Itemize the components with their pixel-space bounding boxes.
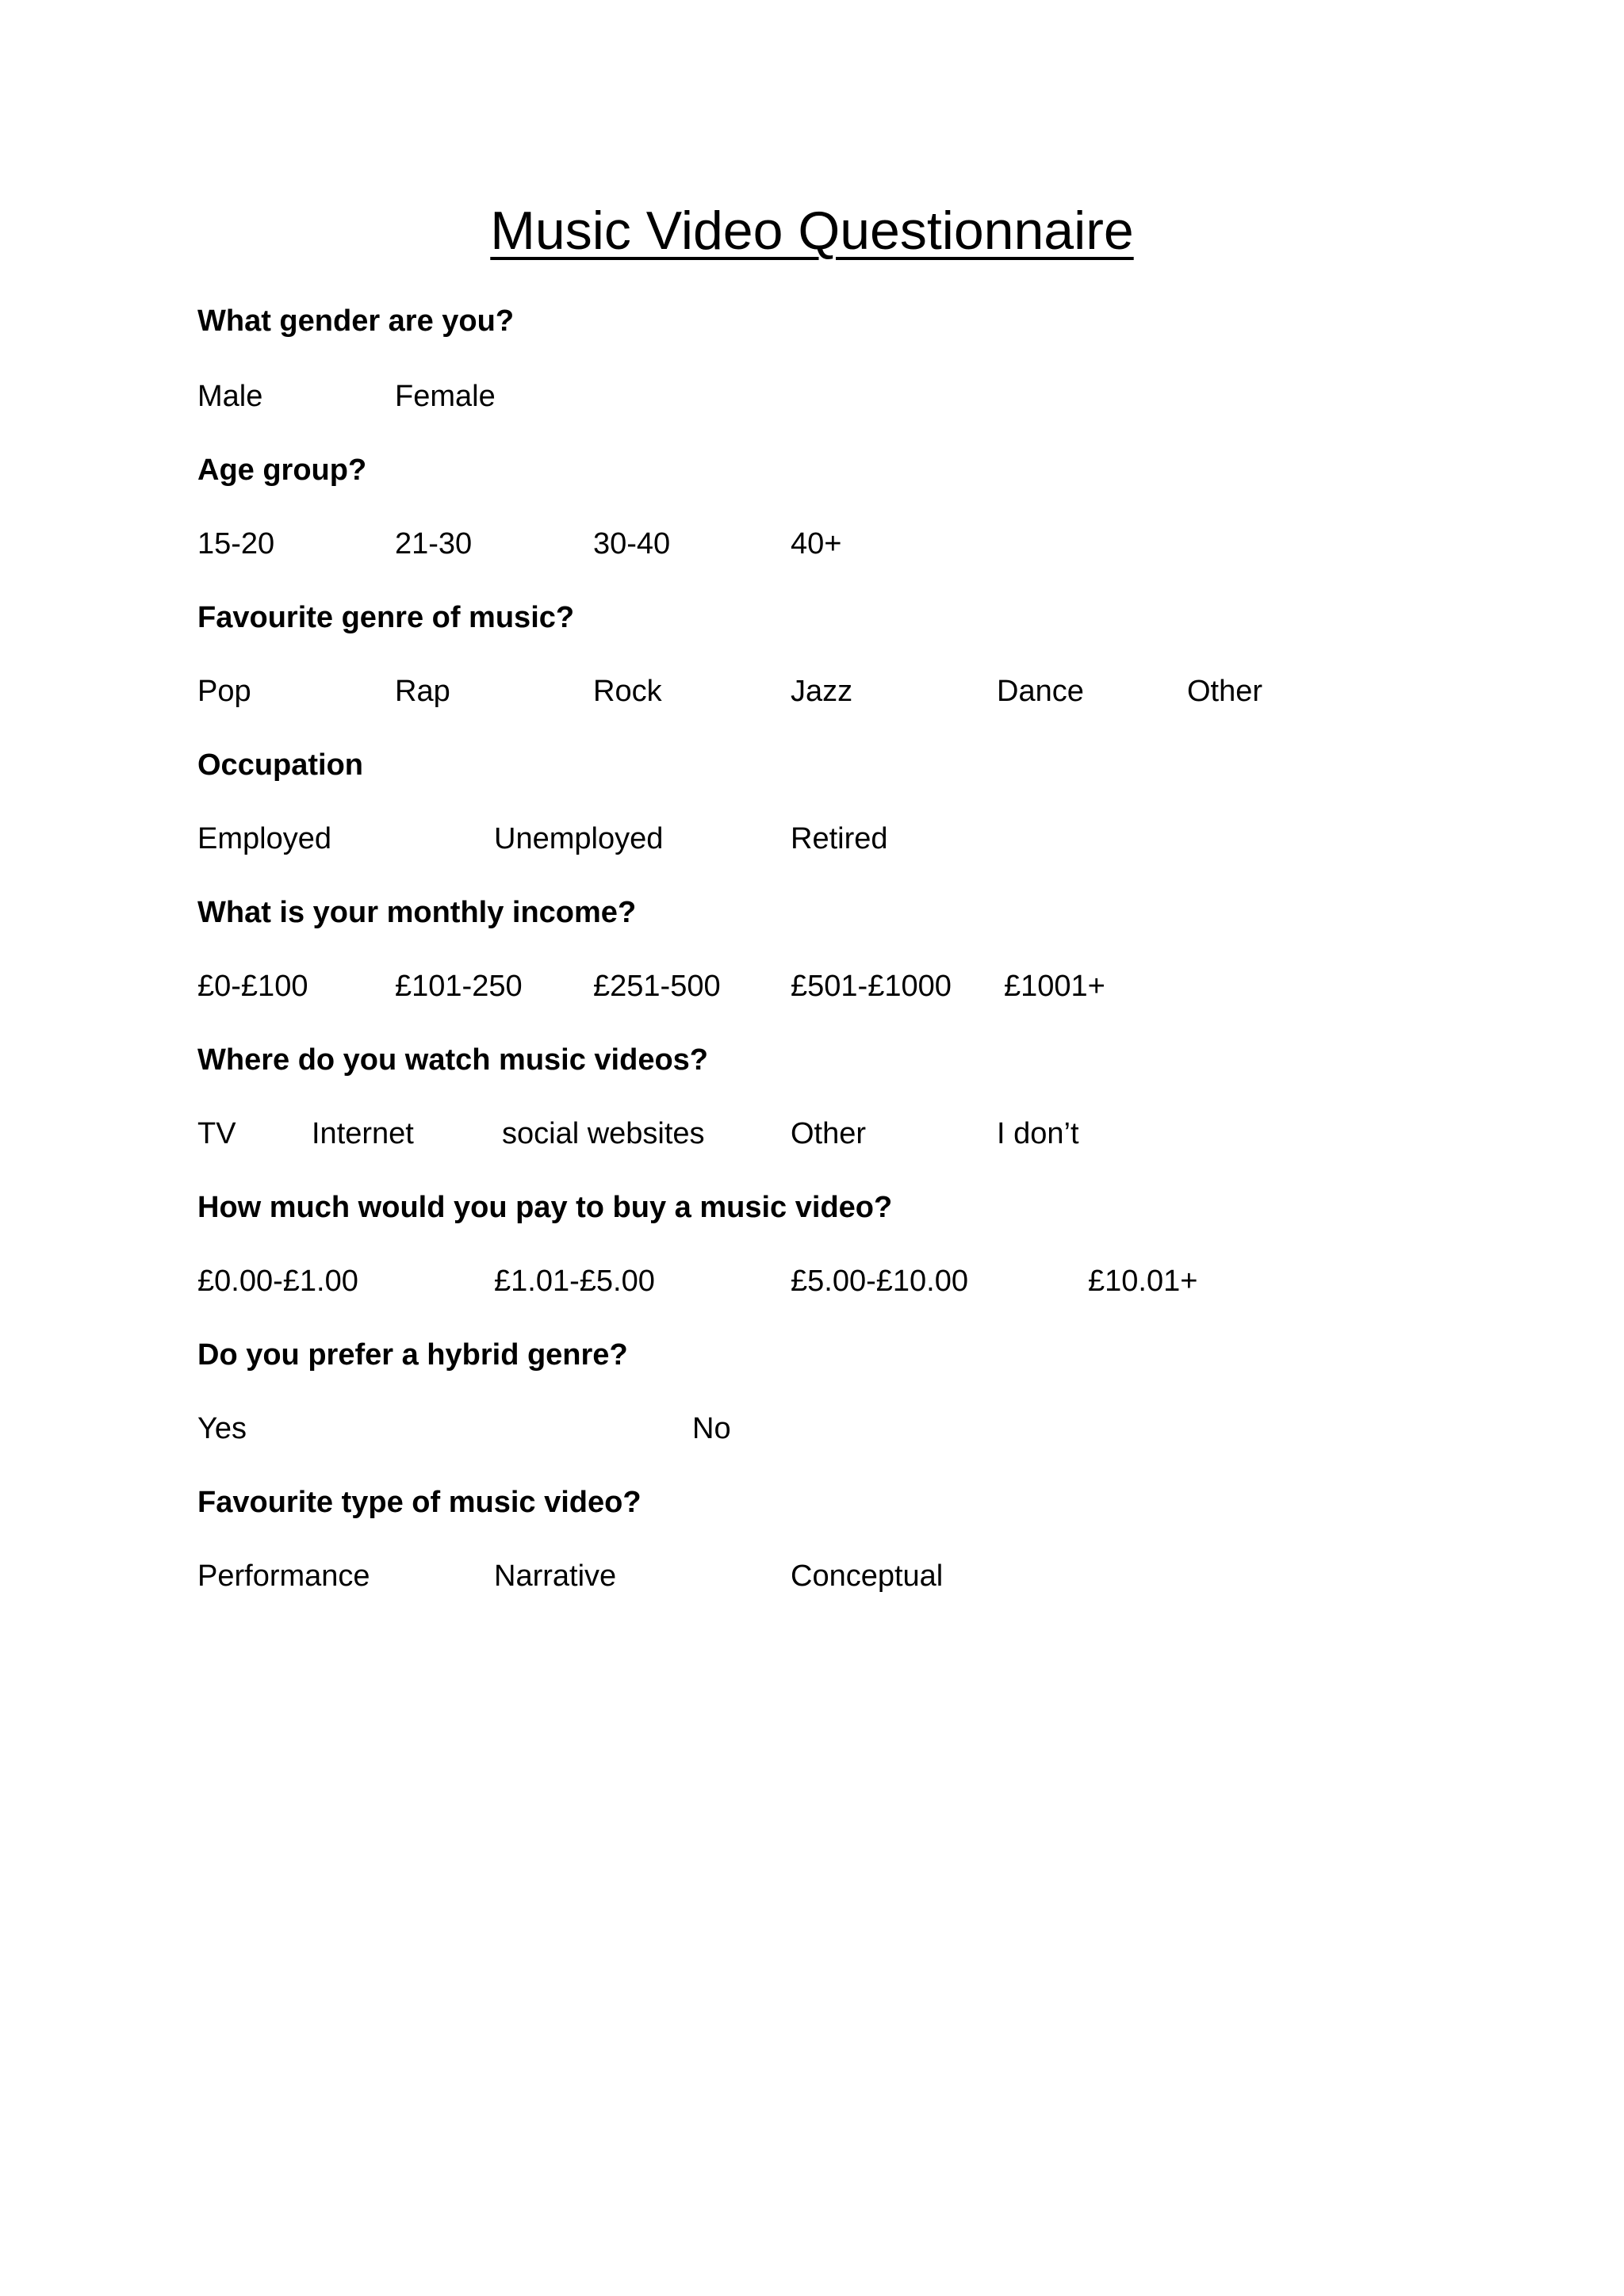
question-gender: What gender are you? — [197, 304, 515, 338]
question-hybrid-genre: Do you prefer a hybrid genre? — [197, 1338, 628, 1372]
option-pay-0-1[interactable]: £0.00-£1.00 — [197, 1265, 358, 1298]
options-watch-location — [0, 1114, 1624, 1154]
option-internet[interactable]: Internet — [312, 1117, 414, 1150]
option-rap[interactable]: Rap — [395, 675, 450, 708]
option-jazz[interactable]: Jazz — [791, 675, 853, 708]
option-pay-1-5[interactable]: £1.01-£5.00 — [494, 1265, 655, 1298]
question-genre: Favourite genre of music? — [197, 601, 575, 634]
options-gender — [0, 377, 1624, 416]
options-occupation — [0, 819, 1624, 859]
options-genre — [0, 672, 1624, 711]
option-watch-other[interactable]: Other — [791, 1117, 867, 1150]
options-age-group — [0, 524, 1624, 564]
option-pop[interactable]: Pop — [197, 675, 251, 708]
question-pay-amount: How much would you pay to buy a music video? — [197, 1191, 893, 1224]
option-age-15-20[interactable]: 15-20 — [197, 527, 275, 561]
option-i-dont[interactable]: I don’t — [997, 1117, 1079, 1150]
option-age-30-40[interactable]: 30-40 — [593, 527, 671, 561]
question-monthly-income: What is your monthly income? — [197, 896, 637, 929]
option-pay-5-10[interactable]: £5.00-£10.00 — [791, 1265, 968, 1298]
option-income-251-500[interactable]: £251-500 — [593, 970, 721, 1003]
option-narrative[interactable]: Narrative — [494, 1559, 617, 1593]
option-age-40-plus[interactable]: 40+ — [791, 527, 842, 561]
options-video-type — [0, 1556, 1624, 1596]
question-watch-location: Where do you watch music videos? — [197, 1043, 709, 1077]
options-hybrid-genre — [0, 1409, 1624, 1448]
option-social-websites[interactable]: social websites — [502, 1117, 705, 1150]
option-tv[interactable]: TV — [197, 1117, 236, 1150]
option-conceptual[interactable]: Conceptual — [791, 1559, 944, 1593]
option-retired[interactable]: Retired — [791, 822, 888, 855]
question-age-group: Age group? — [197, 453, 367, 487]
option-male[interactable]: Male — [197, 380, 263, 413]
option-income-101-250[interactable]: £101-250 — [395, 970, 523, 1003]
options-pay-amount — [0, 1261, 1624, 1301]
page-title — [0, 195, 1624, 266]
option-performance[interactable]: Performance — [197, 1559, 370, 1593]
option-employed[interactable]: Employed — [197, 822, 331, 855]
option-income-1001-plus[interactable]: £1001+ — [1004, 970, 1105, 1003]
option-unemployed[interactable]: Unemployed — [494, 822, 664, 855]
option-income-501-1000[interactable]: £501-£1000 — [791, 970, 952, 1003]
option-dance[interactable]: Dance — [997, 675, 1084, 708]
option-female[interactable]: Female — [395, 380, 496, 413]
options-monthly-income — [0, 966, 1624, 1006]
option-income-0-100[interactable]: £0-£100 — [197, 970, 308, 1003]
option-age-21-30[interactable]: 21-30 — [395, 527, 473, 561]
question-occupation: Occupation — [197, 748, 364, 782]
option-genre-other[interactable]: Other — [1187, 675, 1263, 708]
page-title-text: Music Video Questionnaire — [490, 201, 1134, 261]
option-rock[interactable]: Rock — [593, 675, 662, 708]
option-no[interactable]: No — [692, 1412, 731, 1445]
option-pay-10-plus[interactable]: £10.01+ — [1088, 1265, 1198, 1298]
option-yes[interactable]: Yes — [197, 1412, 247, 1445]
question-video-type: Favourite type of music video? — [197, 1486, 642, 1519]
